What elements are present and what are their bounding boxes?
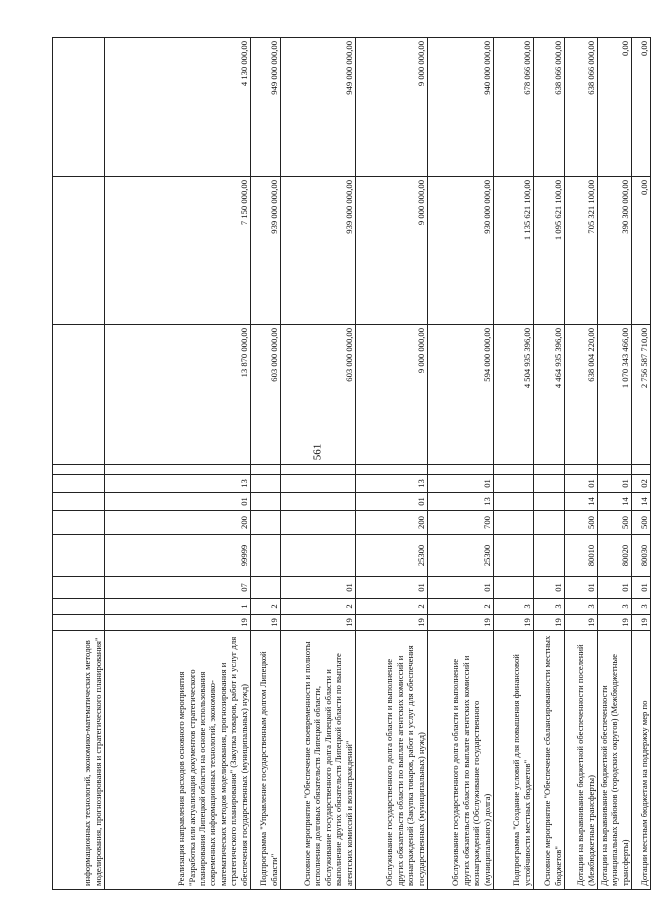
direction-code-cell: 80020 — [598, 535, 632, 577]
expense-type-cell — [281, 511, 356, 535]
table-row — [251, 38, 281, 890]
direction-code-cell: 25300 — [356, 535, 428, 577]
direction-code-cell: 99999 — [105, 535, 251, 577]
expense-type-cell: 500 — [632, 511, 651, 535]
table-row — [281, 38, 356, 890]
empty-cell — [632, 465, 651, 475]
empty-cell — [105, 465, 251, 475]
row-name-cell: Дотации местным бюджетам на поддержку мер по — [632, 631, 651, 890]
amount-year2-cell: 1 095 621 100,00 — [534, 177, 565, 325]
section-code-cell — [53, 493, 105, 511]
activity-code-cell — [53, 577, 105, 599]
program-code-cell — [53, 615, 105, 631]
expense-type-cell — [251, 511, 281, 535]
amount-year1-cell: 1 070 343 466,00 — [598, 325, 632, 465]
program-code-cell: 19 — [598, 615, 632, 631]
amount-year3-cell: 0,00 — [598, 38, 632, 177]
amount-year2-cell: 0,00 — [632, 177, 651, 325]
program-code-cell: 19 — [534, 615, 565, 631]
section-code-cell: 01 — [356, 493, 428, 511]
expense-type-cell: 500 — [565, 511, 598, 535]
amount-year3-cell: 940 000 000,00 — [428, 38, 494, 177]
subprogram-code-cell: 3 — [534, 599, 565, 615]
subsection-code-cell — [251, 475, 281, 493]
activity-code-cell: 01 — [428, 577, 494, 599]
activity-code-cell: 01 — [598, 577, 632, 599]
table-row — [565, 38, 598, 890]
program-code-cell: 19 — [281, 615, 356, 631]
table-row — [598, 38, 632, 890]
subprogram-code-cell: 3 — [565, 599, 598, 615]
empty-cell — [494, 465, 534, 475]
amount-year3-cell — [53, 38, 105, 177]
amount-year3-cell: 678 066 000,00 — [494, 38, 534, 177]
budget-table-sheet — [52, 38, 649, 890]
table-row — [356, 38, 428, 890]
direction-code-cell: 25300 — [428, 535, 494, 577]
amount-year2-cell: 939 000 000,00 — [281, 177, 356, 325]
subsection-code-cell — [281, 475, 356, 493]
amount-year1-cell: 13 870 000,00 — [105, 325, 251, 465]
page-number: 561 — [311, 443, 324, 461]
section-code-cell — [534, 493, 565, 511]
amount-year2-cell: 930 000 000,00 — [428, 177, 494, 325]
amount-year1-cell: 603 000 000,00 — [281, 325, 356, 465]
subprogram-code-cell: 2 — [428, 599, 494, 615]
activity-code-cell — [251, 577, 281, 599]
empty-cell — [598, 465, 632, 475]
program-code-cell: 19 — [565, 615, 598, 631]
amount-year1-cell: 594 000 000,00 — [428, 325, 494, 465]
subsection-code-cell: 13 — [105, 475, 251, 493]
subprogram-code-cell — [53, 599, 105, 615]
expense-type-cell: 200 — [105, 511, 251, 535]
direction-code-cell — [534, 535, 565, 577]
row-name-cell: Основное мероприятие "Обеспечение своевременности и полноты исполнения долговых обязательств Липецкой области, обслуживание государственного долга Липецкой области и выполнение других обязательств Липецкой области по выплате агентских комиссий и вознаграждений" — [281, 631, 356, 890]
empty-cell — [428, 465, 494, 475]
program-code-cell: 19 — [356, 615, 428, 631]
activity-code-cell: 01 — [565, 577, 598, 599]
row-name-cell: Подпрограмма "Создание условий для повышения финансовой устойчивости местных бюджетов" — [494, 631, 534, 890]
program-code-cell: 19 — [632, 615, 651, 631]
expense-type-cell: 500 — [598, 511, 632, 535]
row-name-cell: информационных технологий, экономико-математических методов моделирования, прогнозирования и стратегического планирования" — [53, 631, 105, 890]
subsection-code-cell: 01 — [428, 475, 494, 493]
direction-code-cell — [494, 535, 534, 577]
subprogram-code-cell: 2 — [356, 599, 428, 615]
table-row — [494, 38, 534, 890]
direction-code-cell: 80030 — [632, 535, 651, 577]
subsection-code-cell — [534, 475, 565, 493]
amount-year1-cell: 4 504 935 396,00 — [494, 325, 534, 465]
subsection-code-cell — [53, 475, 105, 493]
program-code-cell: 19 — [251, 615, 281, 631]
empty-cell — [53, 465, 105, 475]
amount-year1-cell: 9 000 000,00 — [356, 325, 428, 465]
expense-type-cell — [534, 511, 565, 535]
section-code-cell — [281, 493, 356, 511]
row-name-cell: Подпрограмма "Управление государственным долгом Липецкой области" — [251, 631, 281, 890]
amount-year3-cell: 949 000 000,00 — [251, 38, 281, 177]
row-name-cell: Реализация направления расходов основного мероприятия "Разработка или актуализация документов стратегического планирования Липецкой области на основе использования современных информационных технологий, экономико-математических методов моделирования, прогнозирования и стратегического планирования" (Закупка товаров, работ и услуг для обеспечения государственных (муниципальных) нужд) — [105, 631, 251, 890]
empty-cell — [281, 465, 356, 475]
amount-year3-cell: 9 000 000,00 — [356, 38, 428, 177]
section-code-cell: 14 — [565, 493, 598, 511]
amount-year3-cell: 638 066 000,00 — [534, 38, 565, 177]
subsection-code-cell: 01 — [598, 475, 632, 493]
amount-year3-cell: 949 000 000,00 — [281, 38, 356, 177]
amount-year2-cell: 390 300 000,00 — [598, 177, 632, 325]
activity-code-cell: 01 — [632, 577, 651, 599]
table-row — [428, 38, 494, 890]
subprogram-code-cell: 2 — [251, 599, 281, 615]
table-row — [105, 38, 251, 890]
expense-type-cell — [53, 511, 105, 535]
empty-cell — [251, 465, 281, 475]
amount-year1-cell: 603 000 000,00 — [251, 325, 281, 465]
subsection-code-cell: 01 — [565, 475, 598, 493]
amount-year2-cell: 1 135 621 100,00 — [494, 177, 534, 325]
activity-code-cell: 01 — [534, 577, 565, 599]
empty-cell — [356, 465, 428, 475]
program-code-cell: 19 — [428, 615, 494, 631]
section-code-cell: 13 — [428, 493, 494, 511]
amount-year2-cell: 9 000 000,00 — [356, 177, 428, 325]
section-code-cell: 14 — [598, 493, 632, 511]
expense-type-cell: 700 — [428, 511, 494, 535]
budget-table — [52, 37, 651, 890]
subprogram-code-cell: 3 — [494, 599, 534, 615]
section-code-cell — [494, 493, 534, 511]
row-name-cell: Дотации на выравнивание бюджетной обеспеченности муниципальных районов (городских округов) (Межбюджетные трансферты) — [598, 631, 632, 890]
subsection-code-cell — [494, 475, 534, 493]
empty-cell — [565, 465, 598, 475]
row-name-cell: Обслуживание государственного долга области и выполнение других обязательств области по выплате агентских комиссий и вознаграждений (Обслуживание государственного (муниципального) долга) — [428, 631, 494, 890]
amount-year1-cell: 4 464 935 396,00 — [534, 325, 565, 465]
amount-year2-cell: 7 150 000,00 — [105, 177, 251, 325]
amount-year1-cell — [53, 325, 105, 465]
expense-type-cell — [494, 511, 534, 535]
amount-year2-cell: 939 000 000,00 — [251, 177, 281, 325]
subsection-code-cell: 02 — [632, 475, 651, 493]
program-code-cell: 19 — [494, 615, 534, 631]
expense-type-cell: 200 — [356, 511, 428, 535]
table-row — [53, 38, 105, 890]
activity-code-cell — [494, 577, 534, 599]
table-row — [632, 38, 651, 890]
activity-code-cell: 07 — [105, 577, 251, 599]
subprogram-code-cell: 1 — [105, 599, 251, 615]
subsection-code-cell: 13 — [356, 475, 428, 493]
amount-year2-cell: 705 321 100,00 — [565, 177, 598, 325]
amount-year1-cell: 2 756 587 710,00 — [632, 325, 651, 465]
program-code-cell: 19 — [105, 615, 251, 631]
amount-year2-cell — [53, 177, 105, 325]
row-name-cell: Обслуживание государственного долга области и выполнение других обязательств области по выплате агентских комиссий и вознаграждений (Закупка товаров, работ и услуг для обеспечения государственных (муниципальных) нужд) — [356, 631, 428, 890]
section-code-cell: 01 — [105, 493, 251, 511]
row-name-cell: Дотации на выравнивание бюджетной обеспеченности поселений (Межбюджетные трансферты) — [565, 631, 598, 890]
table-row — [534, 38, 565, 890]
subprogram-code-cell: 3 — [598, 599, 632, 615]
section-code-cell: 14 — [632, 493, 651, 511]
activity-code-cell: 01 — [356, 577, 428, 599]
direction-code-cell — [251, 535, 281, 577]
activity-code-cell: 01 — [281, 577, 356, 599]
amount-year3-cell: 4 130 000,00 — [105, 38, 251, 177]
direction-code-cell — [281, 535, 356, 577]
row-name-cell: Основное мероприятие "Обеспечение сбалансированности местных бюджетов" — [534, 631, 565, 890]
subprogram-code-cell: 3 — [632, 599, 651, 615]
empty-cell — [534, 465, 565, 475]
amount-year3-cell: 0,00 — [632, 38, 651, 177]
direction-code-cell — [53, 535, 105, 577]
amount-year1-cell: 638 004 220,00 — [565, 325, 598, 465]
subprogram-code-cell: 2 — [281, 599, 356, 615]
amount-year3-cell: 638 066 000,00 — [565, 38, 598, 177]
direction-code-cell: 80010 — [565, 535, 598, 577]
section-code-cell — [251, 493, 281, 511]
